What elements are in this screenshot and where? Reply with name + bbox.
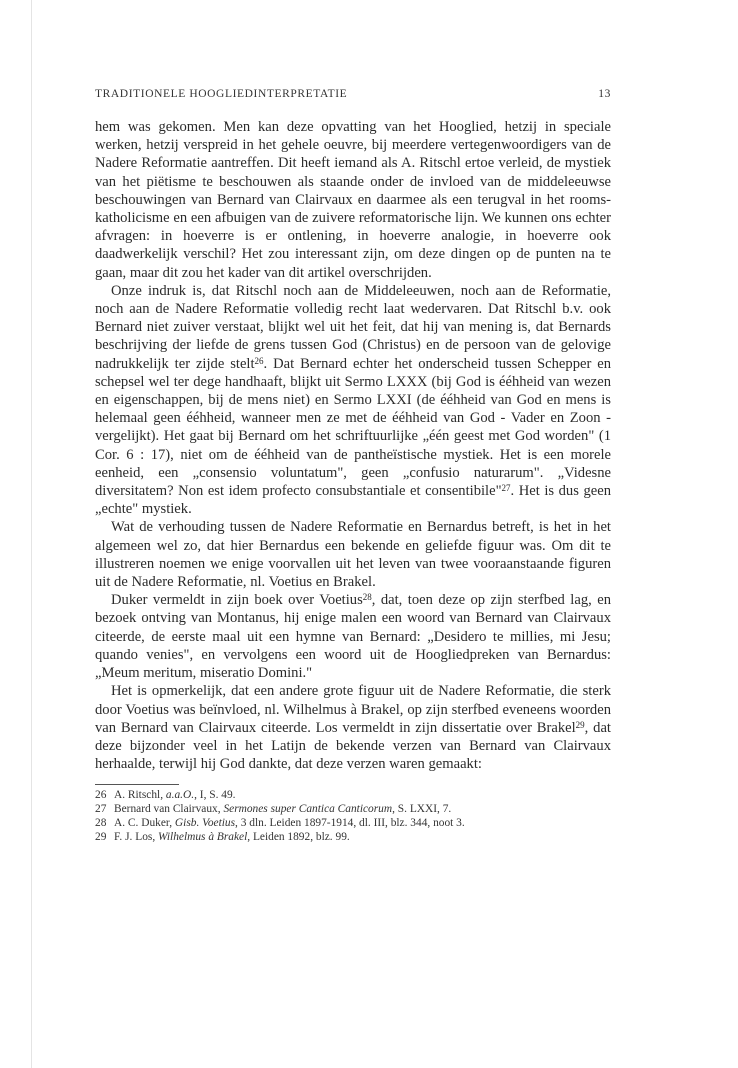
running-title: TRADITIONELE HOOGLIEDINTERPRETATIE: [95, 88, 348, 100]
footnote-ref: 27: [501, 483, 511, 494]
footnote-number: 27: [95, 803, 107, 816]
page-number: 13: [598, 88, 611, 100]
footnote: [95, 788, 611, 802]
footnote-ref: 29: [575, 719, 585, 730]
footnote-text: Bernard van Clairvaux, Sermones super Cantica Canticorum, S. LXXI, 7.: [114, 803, 452, 816]
paragraph: hem was gekomen. Men kan deze opvatting van het Hooglied, hetzij in speciale werken, hetzij verspreid in het gehele oeuvre, bij meerdere vertegenwoordigers van de Nadere Reformatie aantreffen. Dit heeft iemand als A. Ritschl ertoe verleid, de mystiek van het piëtisme te beschouwen als staande onder de invloed van de middeleeuwse beschouwingen van Bernard van Clairvaux en daarmee als een terugval in het rooms-katholicisme en een afbuigen van de zuivere reformatorische lijn. We kunnen ons echter afvragen: in hoeverre is er ontlening, in hoeverre analogie, in hoeverre ook daadwerkelijk verschil? Het zou interessant zijn, om deze dingen op de punten na te gaan, maar dit zou het kader van dit artikel overschrijden.: [95, 119, 611, 281]
footnote: [95, 802, 611, 816]
document-page: [95, 88, 611, 844]
paragraph: Het is opmerkelijk, dat een andere grote figuur uit de Nadere Reformatie, die sterk door Voetius was beïnvloed, nl. Wilhelmus à Brakel, op zijn sterfbed eveneens woorden van Bernard van Clairvaux citeerde. Los vermeldt in zijn dissertatie over Brakel$^{29}$, dat deze bijzonder veel in het Latijn de bekende verzen van Bernard van Clairvaux herhaalde, terwijl hij God dankte, dat deze verzen waren gemaakt:: [95, 683, 611, 773]
footnote-text: A. Ritschl, a.a.O., I, S. 49.: [114, 789, 236, 802]
paragraph: Wat de verhouding tussen de Nadere Reformatie en Bernardus betreft, is het in het algemeen wel zo, dat hier Bernardus een bekende en geliefde figuur was. Om dit te illustreren noemen we enige voorvallen uit het leven van twee vooraanstaande figuren uit de Nadere Reformatie, nl. Voetius en Brakel.: [95, 519, 611, 591]
footnotes: [95, 788, 611, 844]
footnote-rule: [95, 784, 179, 785]
page-edge-line: [31, 0, 32, 1068]
paragraph: Onze indruk is, dat Ritschl noch aan de Middeleeuwen, noch aan de Reformatie, noch aan de Nadere Reformatie volledig recht laat wedervaren. Dat Ritschl b.v. ook Bernard niet zuiver verstaat, blijkt wel uit het feit, dat hij van mening is, dat Bernards beschrijving der liefde de grens tussen God (Christus) en de persoon van de gelovige nadrukkelijk ter zijde stelt$^{26}$. Dat Bernard echter het onderscheid tussen Schepper en schepsel wel ter dege handhaaft, blijkt uit Sermo LXXX (bij God is ééhheid van wezen en eigenschappen, bij de mens niet) en Sermo LXXI (de ééhheid van God en mens is helemaal geen ééhheid, wanneer men ze met de ééhheid van God - Vader en Zoon - vergelijkt). Het gaat bij Bernard om het schriftuurlijke „één geest met God worden" (1 Cor. 6 : 17), niet om de ééhheid van de pantheïstische mystiek. Het is een morele eenheid, een „consensio voluntatum", geen „confusio naturarum". „Videsne diversitatem? Non est idem profecto consubstantiale et consentibile"$^{27}$. Het is dus geen „echte" mystiek.: [95, 282, 612, 518]
footnote: [95, 830, 611, 844]
running-header: [95, 88, 611, 100]
footnote-ref: 28: [362, 592, 372, 603]
footnote: [95, 816, 611, 830]
body-text: [95, 118, 611, 773]
footnote-number: 28: [95, 817, 107, 830]
footnote-text: F. J. Los, Wilhelmus à Brakel, Leiden 1892, blz. 99.: [114, 831, 350, 844]
footnote-number: 26: [95, 789, 107, 802]
paragraph: Duker vermeldt in zijn boek over Voetius$^{28}$, dat, toen deze op zijn sterfbed lag, en bezoek ontving van Montanus, hij enige malen een woord van Bernard van Clairvaux citeerde, de eerste maal uit een hymne van Bernard: „Desidero te millies, mi Jesu; quando venies", en vervolgens een woord uit de Hoogliedpreken van Bernardus: „Meum meritum, miseratio Domini.": [95, 592, 611, 682]
footnote-number: 29: [95, 831, 107, 844]
footnote-ref: 26: [254, 355, 264, 366]
footnote-text: A. C. Duker, Gisb. Voetius, 3 dln. Leiden 1897-1914, dl. III, blz. 344, noot 3.: [114, 817, 465, 830]
